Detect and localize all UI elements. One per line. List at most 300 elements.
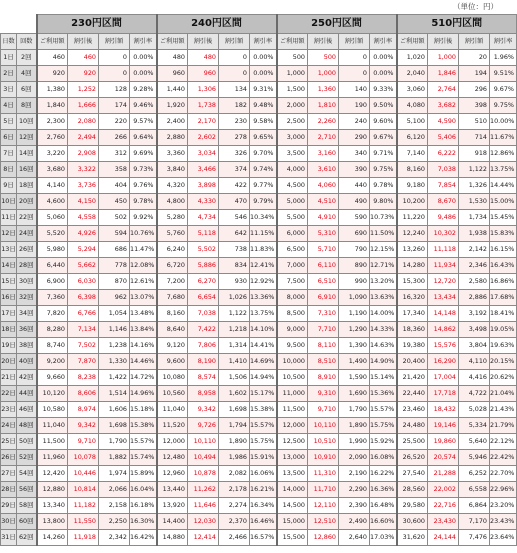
discount-amount-cell: 0 xyxy=(99,66,130,82)
discounted-cell: 6,654 xyxy=(188,290,219,306)
discounted-cell: 10,814 xyxy=(68,482,99,498)
table-row xyxy=(1,322,517,338)
usage-cell: 14,000 xyxy=(277,482,308,498)
discount-amount-cell: 1,602 xyxy=(219,386,250,402)
usage-cell: 17,340 xyxy=(397,306,428,322)
discounted-cell: 8,958 xyxy=(188,386,219,402)
day-cell: 23日 xyxy=(1,402,17,418)
discount-amount-cell: 1,122 xyxy=(459,162,490,178)
rides-cell: 16回 xyxy=(17,162,37,178)
discount-rate-cell: 9.33% xyxy=(370,82,397,98)
discounted-cell: 4,590 xyxy=(428,114,459,130)
rides-cell: 60回 xyxy=(17,514,37,530)
usage-cell: 5,520 xyxy=(37,226,68,242)
discount-amount-cell: 490 xyxy=(339,194,370,210)
usage-cell: 7,820 xyxy=(37,306,68,322)
discount-amount-cell: 1,734 xyxy=(459,210,490,226)
discount-rate-cell: 14.90% xyxy=(370,354,397,370)
discount-rate-cell: 0.00% xyxy=(130,50,157,66)
discount-rate-cell: 16.34% xyxy=(250,498,277,514)
table-row xyxy=(1,402,517,418)
discount-amount-cell: 450 xyxy=(99,194,130,210)
usage-cell: 27,540 xyxy=(397,466,428,482)
discounted-cell: 7,134 xyxy=(68,322,99,338)
usage-cell: 1,500 xyxy=(277,82,308,98)
discount-amount-cell: 1,514 xyxy=(99,386,130,402)
usage-cell: 9,200 xyxy=(37,354,68,370)
discount-rate-cell: 9.31% xyxy=(250,82,277,98)
discount-amount-cell: 2,290 xyxy=(339,482,370,498)
rides-cell: 44回 xyxy=(17,386,37,402)
rides-cell: 62回 xyxy=(17,530,37,546)
discounted-cell: 2,710 xyxy=(308,130,339,146)
discounted-cell: 4,910 xyxy=(308,210,339,226)
discount-rate-cell: 16.22% xyxy=(370,466,397,482)
discounted-cell: 5,886 xyxy=(188,258,219,274)
discount-rate-cell: 23.20% xyxy=(490,498,517,514)
discount-amount-cell: 1,290 xyxy=(339,322,370,338)
discount-rate-cell: 23.43% xyxy=(490,514,517,530)
discount-rate-cell: 15.91% xyxy=(250,450,277,466)
discount-rate-cell: 16.57% xyxy=(250,530,277,546)
usage-cell: 18,360 xyxy=(397,322,428,338)
discount-amount-cell: 1,054 xyxy=(99,306,130,322)
discount-rate-cell: 14.63% xyxy=(370,338,397,354)
discount-amount-cell: 918 xyxy=(459,146,490,162)
day-cell: 24日 xyxy=(1,418,17,434)
usage-cell: 21,420 xyxy=(397,370,428,386)
discount-rate-cell: 9.76% xyxy=(130,178,157,194)
discount-rate-cell: 9.92% xyxy=(130,210,157,226)
header-discount-amount: 割引額 xyxy=(339,34,370,50)
discount-amount-cell: 1,506 xyxy=(219,370,250,386)
rides-cell: 6回 xyxy=(17,82,37,98)
discount-amount-cell: 2,466 xyxy=(219,530,250,546)
unit-note: （単位：円） xyxy=(453,2,498,11)
discount-amount-cell: 2,390 xyxy=(339,498,370,514)
discount-rate-cell: 9.46% xyxy=(130,98,157,114)
discount-rate-cell: 19.63% xyxy=(490,338,517,354)
table-row xyxy=(1,162,517,178)
usage-cell: 5,980 xyxy=(37,242,68,258)
usage-cell: 6,720 xyxy=(157,258,188,274)
header-usage: ご利用額 xyxy=(157,34,188,50)
header-discounted: 割引後 xyxy=(188,34,219,50)
discounted-cell: 6,110 xyxy=(308,258,339,274)
rides-cell: 4回 xyxy=(17,66,37,82)
day-cell: 17日 xyxy=(1,306,17,322)
discounted-cell: 7,806 xyxy=(188,338,219,354)
discounted-cell: 500 xyxy=(308,50,339,66)
usage-cell: 10,120 xyxy=(37,386,68,402)
day-cell: 6日 xyxy=(1,130,17,146)
discount-rate-cell: 9.60% xyxy=(370,114,397,130)
discounted-cell: 480 xyxy=(188,50,219,66)
discounted-cell: 3,898 xyxy=(188,178,219,194)
discount-rate-cell: 16.48% xyxy=(370,498,397,514)
discounted-cell: 6,766 xyxy=(68,306,99,322)
discount-rate-cell: 15.45% xyxy=(490,210,517,226)
rides-cell: 56回 xyxy=(17,482,37,498)
header-day: 日数 xyxy=(1,34,17,50)
header-discount-amount: 割引額 xyxy=(219,34,250,50)
usage-cell: 11,520 xyxy=(157,418,188,434)
header-discounted: 割引後 xyxy=(308,34,339,50)
discount-amount-cell: 1,314 xyxy=(219,338,250,354)
discount-amount-cell: 642 xyxy=(219,226,250,242)
discount-rate-cell: 16.60% xyxy=(370,514,397,530)
discount-rate-cell: 22.42% xyxy=(490,450,517,466)
discounted-cell: 2,170 xyxy=(188,114,219,130)
usage-cell: 20,400 xyxy=(397,354,428,370)
day-cell: 3日 xyxy=(1,82,17,98)
discounted-cell: 9,486 xyxy=(428,210,459,226)
day-cell: 7日 xyxy=(1,146,17,162)
day-cell: 10日 xyxy=(1,194,17,210)
usage-cell: 9,120 xyxy=(157,338,188,354)
discounted-cell: 18,432 xyxy=(428,402,459,418)
discount-rate-cell: 9.80% xyxy=(370,194,397,210)
discount-rate-cell: 22.12% xyxy=(490,434,517,450)
table-row xyxy=(1,498,517,514)
discount-rate-cell: 9.57% xyxy=(130,114,157,130)
discounted-cell: 19,146 xyxy=(428,418,459,434)
day-cell: 31日 xyxy=(1,530,17,546)
discount-rate-cell: 16.43% xyxy=(490,258,517,274)
discounted-cell: 5,662 xyxy=(68,258,99,274)
discount-rate-cell: 14.69% xyxy=(250,354,277,370)
discount-amount-cell: 1,938 xyxy=(459,226,490,242)
discount-rate-cell: 16.36% xyxy=(370,482,397,498)
table-row xyxy=(1,338,517,354)
discounted-cell: 9,710 xyxy=(308,402,339,418)
usage-cell: 4,320 xyxy=(157,178,188,194)
discounted-cell: 11,262 xyxy=(188,482,219,498)
discount-rate-cell: 20.62% xyxy=(490,370,517,386)
rides-cell: 18回 xyxy=(17,178,37,194)
discount-amount-cell: 2,886 xyxy=(459,290,490,306)
discount-rate-cell: 16.21% xyxy=(250,482,277,498)
usage-cell: 3,840 xyxy=(157,162,188,178)
usage-cell: 2,400 xyxy=(157,114,188,130)
usage-cell: 6,440 xyxy=(37,258,68,274)
discount-rate-cell: 0.00% xyxy=(250,50,277,66)
usage-cell: 12,880 xyxy=(37,482,68,498)
discount-amount-cell: 5,028 xyxy=(459,402,490,418)
usage-cell: 10,500 xyxy=(277,370,308,386)
discount-amount-cell: 1,218 xyxy=(219,322,250,338)
discount-rate-cell: 15.17% xyxy=(250,386,277,402)
discounted-cell: 16,290 xyxy=(428,354,459,370)
discount-amount-cell: 1,190 xyxy=(339,306,370,322)
discount-amount-cell: 3,192 xyxy=(459,306,490,322)
day-cell: 12日 xyxy=(1,226,17,242)
usage-cell: 920 xyxy=(37,66,68,82)
discounted-cell: 4,330 xyxy=(188,194,219,210)
discount-rate-cell: 9.75% xyxy=(490,98,517,114)
usage-cell: 14,500 xyxy=(277,498,308,514)
discount-rate-cell: 12.71% xyxy=(370,258,397,274)
discount-amount-cell: 1,698 xyxy=(99,418,130,434)
discount-amount-cell: 190 xyxy=(339,98,370,114)
discount-amount-cell: 1,590 xyxy=(339,370,370,386)
discounted-cell: 7,038 xyxy=(428,162,459,178)
discount-rate-cell: 9.70% xyxy=(250,146,277,162)
usage-cell: 480 xyxy=(157,50,188,66)
usage-cell: 9,180 xyxy=(397,178,428,194)
group-header-250: 250円区間 xyxy=(277,15,397,34)
usage-cell: 8,160 xyxy=(397,162,428,178)
header-discounted: 割引後 xyxy=(68,34,99,50)
rides-cell: 14回 xyxy=(17,146,37,162)
discounted-cell: 11,934 xyxy=(428,258,459,274)
table-row xyxy=(1,242,517,258)
discount-amount-cell: 1,890 xyxy=(339,418,370,434)
table-body xyxy=(1,50,517,546)
discounted-cell: 5,406 xyxy=(428,130,459,146)
discounted-cell: 4,510 xyxy=(308,194,339,210)
table-row xyxy=(1,306,517,322)
usage-cell: 11,220 xyxy=(397,210,428,226)
discount-rate-cell: 15.75% xyxy=(250,434,277,450)
discount-amount-cell: 2,342 xyxy=(99,530,130,546)
discount-rate-cell: 10.34% xyxy=(250,210,277,226)
discounted-cell: 17,718 xyxy=(428,386,459,402)
discount-amount-cell: 5,334 xyxy=(459,418,490,434)
header-discount-rate: 割引率 xyxy=(250,34,277,50)
usage-cell: 500 xyxy=(277,50,308,66)
discount-rate-cell: 9.75% xyxy=(370,162,397,178)
discount-amount-cell: 296 xyxy=(459,82,490,98)
discounted-cell: 3,160 xyxy=(308,146,339,162)
table-row xyxy=(1,274,517,290)
discount-rate-cell: 0.00% xyxy=(370,66,397,82)
discounted-cell: 20,574 xyxy=(428,450,459,466)
discount-rate-cell: 11.15% xyxy=(250,226,277,242)
discounted-cell: 6,398 xyxy=(68,290,99,306)
group-header-230: 230円区間 xyxy=(37,15,157,34)
table-row xyxy=(1,98,517,114)
rides-cell: 48回 xyxy=(17,418,37,434)
usage-cell: 10,200 xyxy=(397,194,428,210)
rides-cell: 10回 xyxy=(17,114,37,130)
discounted-cell: 11,182 xyxy=(68,498,99,514)
discount-amount-cell: 870 xyxy=(99,274,130,290)
discounted-cell: 8,238 xyxy=(68,370,99,386)
table-row xyxy=(1,66,517,82)
usage-cell: 14,400 xyxy=(157,514,188,530)
discounted-cell: 5,294 xyxy=(68,242,99,258)
usage-cell: 15,500 xyxy=(277,530,308,546)
usage-cell: 5,760 xyxy=(157,226,188,242)
discounted-cell: 9,342 xyxy=(68,418,99,434)
discount-rate-cell: 9.74% xyxy=(250,162,277,178)
usage-cell: 12,000 xyxy=(157,434,188,450)
discount-rate-cell: 15.36% xyxy=(370,386,397,402)
discounted-cell: 2,080 xyxy=(68,114,99,130)
discount-rate-cell: 9.77% xyxy=(250,178,277,194)
usage-cell: 9,000 xyxy=(277,322,308,338)
discount-amount-cell: 1,530 xyxy=(459,194,490,210)
usage-cell: 12,000 xyxy=(277,418,308,434)
discount-rate-cell: 14.00% xyxy=(370,306,397,322)
discounted-cell: 4,734 xyxy=(188,210,219,226)
usage-cell: 7,000 xyxy=(277,258,308,274)
discounted-cell: 10,446 xyxy=(68,466,99,482)
discounted-cell: 960 xyxy=(188,66,219,82)
discount-amount-cell: 2,142 xyxy=(459,242,490,258)
discount-amount-cell: 140 xyxy=(339,82,370,98)
day-cell: 29日 xyxy=(1,498,17,514)
discounted-cell: 10,510 xyxy=(308,434,339,450)
usage-cell: 9,660 xyxy=(37,370,68,386)
discount-rate-cell: 16.15% xyxy=(490,242,517,258)
discount-amount-cell: 6,252 xyxy=(459,466,490,482)
usage-cell: 15,300 xyxy=(397,274,428,290)
discount-rate-cell: 12.61% xyxy=(130,274,157,290)
rides-cell: 12回 xyxy=(17,130,37,146)
day-cell: 22日 xyxy=(1,386,17,402)
discount-rate-cell: 13.20% xyxy=(370,274,397,290)
discounted-cell: 19,860 xyxy=(428,434,459,450)
discount-rate-cell: 15.14% xyxy=(370,370,397,386)
header-discount-rate: 割引率 xyxy=(370,34,397,50)
discount-amount-cell: 398 xyxy=(459,98,490,114)
discount-amount-cell: 2,190 xyxy=(339,466,370,482)
usage-cell: 4,140 xyxy=(37,178,68,194)
discount-amount-cell: 0 xyxy=(219,50,250,66)
header-usage: ご利用額 xyxy=(37,34,68,50)
rides-cell: 36回 xyxy=(17,322,37,338)
discounted-cell: 7,710 xyxy=(308,322,339,338)
discount-amount-cell: 1,986 xyxy=(219,450,250,466)
usage-cell: 6,000 xyxy=(277,226,308,242)
discounted-cell: 12,414 xyxy=(188,530,219,546)
discount-rate-cell: 9.78% xyxy=(130,194,157,210)
usage-cell: 11,040 xyxy=(157,402,188,418)
discounted-cell: 1,252 xyxy=(68,82,99,98)
discount-amount-cell: 1,090 xyxy=(339,290,370,306)
discount-rate-cell: 9.67% xyxy=(370,130,397,146)
table-row xyxy=(1,370,517,386)
discount-amount-cell: 686 xyxy=(99,242,130,258)
table-row xyxy=(1,130,517,146)
discount-amount-cell: 590 xyxy=(339,210,370,226)
discounted-cell: 7,870 xyxy=(68,354,99,370)
discount-amount-cell: 3,804 xyxy=(459,338,490,354)
group-header-row xyxy=(1,15,517,34)
discount-rate-cell: 20.15% xyxy=(490,354,517,370)
discount-rate-cell: 15.38% xyxy=(250,402,277,418)
usage-cell: 12,420 xyxy=(37,466,68,482)
day-cell: 27日 xyxy=(1,466,17,482)
rides-cell: 54回 xyxy=(17,466,37,482)
discount-amount-cell: 2,274 xyxy=(219,498,250,514)
discounted-cell: 8,190 xyxy=(188,354,219,370)
discounted-cell: 21,288 xyxy=(428,466,459,482)
discount-amount-cell: 2,490 xyxy=(339,514,370,530)
day-cell: 2日 xyxy=(1,66,17,82)
usage-cell: 2,040 xyxy=(397,66,428,82)
discount-rate-cell: 9.73% xyxy=(130,162,157,178)
usage-cell: 3,680 xyxy=(37,162,68,178)
discounted-cell: 22,002 xyxy=(428,482,459,498)
discounted-cell: 11,118 xyxy=(428,242,459,258)
usage-cell: 4,500 xyxy=(277,178,308,194)
discount-amount-cell: 2,640 xyxy=(339,530,370,546)
table-row xyxy=(1,290,517,306)
header-usage: ご利用額 xyxy=(397,34,428,50)
discounted-cell: 9,342 xyxy=(188,402,219,418)
discounted-cell: 11,646 xyxy=(188,498,219,514)
discount-amount-cell: 1,790 xyxy=(99,434,130,450)
day-cell: 18日 xyxy=(1,322,17,338)
usage-cell: 30,600 xyxy=(397,514,428,530)
discounted-cell: 920 xyxy=(68,66,99,82)
discounted-cell: 1,000 xyxy=(428,50,459,66)
usage-cell: 10,560 xyxy=(157,386,188,402)
rides-cell: 2回 xyxy=(17,50,37,66)
rides-cell: 20回 xyxy=(17,194,37,210)
discounted-cell: 2,764 xyxy=(428,82,459,98)
usage-cell: 460 xyxy=(37,50,68,66)
discounted-cell: 11,710 xyxy=(308,482,339,498)
usage-cell: 16,320 xyxy=(397,290,428,306)
discount-rate-cell: 11.47% xyxy=(130,242,157,258)
discount-amount-cell: 6,558 xyxy=(459,482,490,498)
discounted-cell: 12,110 xyxy=(308,498,339,514)
usage-cell: 10,580 xyxy=(37,402,68,418)
discount-amount-cell: 778 xyxy=(99,258,130,274)
discount-amount-cell: 2,158 xyxy=(99,498,130,514)
discount-amount-cell: 2,580 xyxy=(459,274,490,290)
discount-amount-cell: 220 xyxy=(99,114,130,130)
discount-amount-cell: 5,640 xyxy=(459,434,490,450)
discount-amount-cell: 1,882 xyxy=(99,450,130,466)
discount-amount-cell: 290 xyxy=(339,130,370,146)
discount-rate-cell: 14.94% xyxy=(250,370,277,386)
usage-cell: 2,300 xyxy=(37,114,68,130)
discount-amount-cell: 1,410 xyxy=(219,354,250,370)
discount-rate-cell: 22.96% xyxy=(490,482,517,498)
usage-cell: 5,000 xyxy=(277,194,308,210)
table-row xyxy=(1,514,517,530)
discount-rate-cell: 16.06% xyxy=(250,466,277,482)
discounted-cell: 4,060 xyxy=(308,178,339,194)
discount-rate-cell: 16.30% xyxy=(130,514,157,530)
discount-rate-cell: 19.05% xyxy=(490,322,517,338)
header-discount-amount: 割引額 xyxy=(99,34,130,50)
discounted-cell: 3,682 xyxy=(428,98,459,114)
discounted-cell: 11,918 xyxy=(68,530,99,546)
rides-cell: 30回 xyxy=(17,274,37,290)
discount-rate-cell: 9.48% xyxy=(250,98,277,114)
discount-rate-cell: 15.83% xyxy=(490,226,517,242)
discount-amount-cell: 834 xyxy=(219,258,250,274)
usage-cell: 11,500 xyxy=(37,434,68,450)
discount-rate-cell: 21.79% xyxy=(490,418,517,434)
discounted-cell: 4,558 xyxy=(68,210,99,226)
discounted-cell: 10,110 xyxy=(188,434,219,450)
discount-amount-cell: 510 xyxy=(459,114,490,130)
discount-amount-cell: 2,346 xyxy=(459,258,490,274)
usage-cell: 8,500 xyxy=(277,306,308,322)
usage-cell: 12,240 xyxy=(397,226,428,242)
usage-cell: 5,280 xyxy=(157,210,188,226)
usage-cell: 11,500 xyxy=(277,402,308,418)
discount-amount-cell: 340 xyxy=(339,146,370,162)
discount-amount-cell: 312 xyxy=(99,146,130,162)
